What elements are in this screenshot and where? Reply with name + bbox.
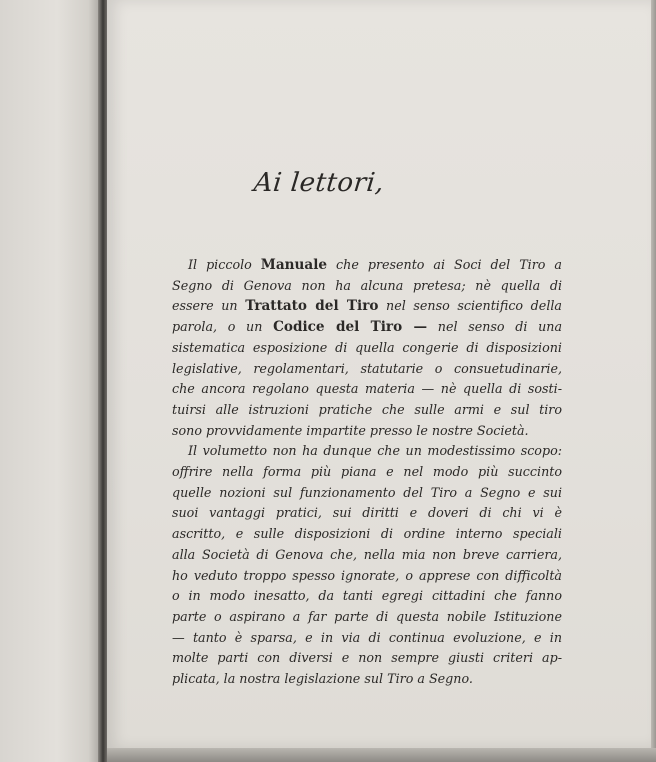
page-heading: Ai lettori, <box>252 168 386 198</box>
page-right-edge <box>651 0 656 762</box>
text-run: essere un <box>172 298 246 314</box>
text-run: Il piccolo <box>188 257 261 272</box>
text-line: o in modo inesatto, da tanti egregi cittadini che fanno <box>172 588 562 604</box>
bold-text-run: Manuale <box>260 257 328 273</box>
text-line <box>172 379 562 400</box>
paragraph-2 <box>172 441 562 689</box>
text-line: quelle nozioni sul funzionamento del Tiro a Segno e sui <box>172 484 562 500</box>
text-run: sistematica esposizione di quella congerie di disposizioni <box>172 339 562 355</box>
bold-text-run: Trattato del Tiro <box>245 298 379 315</box>
text-run: sono provvidamente impartite presso le nostre Società. <box>172 422 529 438</box>
text-line: plicata, la nostra legislazione sul Tiro a Segno. <box>172 671 473 687</box>
text-line: offrire nella forma più piana e nel modo più succinto <box>172 464 562 480</box>
paragraph-1 <box>172 255 562 441</box>
text-line: Il volumetto non ha dunque che un modestissimo scopo: <box>188 443 562 459</box>
text-run: legislative, regolamentari, statutarie o consuetudinarie, <box>172 360 562 376</box>
left-page <box>0 0 104 762</box>
text-line: ascritto, e sulle disposizioni di ordine interno speciali <box>172 526 562 542</box>
text-line <box>172 338 562 359</box>
text-line: ho veduto troppo spesso ignorate, o apprese con difficoltà <box>172 567 562 583</box>
text-line: suoi vantaggi pratici, sui diritti e doveri di chi vi è <box>172 505 562 521</box>
page-bottom-edge <box>107 748 656 762</box>
text-run: Segno di Genova non ha alcuna pretesa; nè quella di <box>172 277 562 293</box>
body-text <box>172 255 562 690</box>
text-line <box>172 296 562 317</box>
text-run: che ancora regolano questa materia — nè quella di sosti- <box>172 381 562 397</box>
text-run: nel senso di una <box>427 319 563 335</box>
text-run: nel senso scientifico della <box>378 298 562 314</box>
text-line: alla Società di Genova che, nella mia non breve carriera, <box>172 546 562 562</box>
text-line: parte o aspirano a far parte di questa nobile Istituzione <box>172 608 562 624</box>
text-line: — tanto è sparsa, e in via di continua evoluzione, e in <box>172 629 562 645</box>
text-run: che presento ai Soci del Tiro a <box>327 257 562 272</box>
text-line <box>172 359 562 380</box>
text-line <box>172 400 562 421</box>
text-run: tuirsi alle istruzioni pratiche che sulle armi e sul tiro <box>172 401 562 417</box>
bold-text-run: Codice del Tiro — <box>273 319 428 336</box>
text-line <box>172 421 562 442</box>
text-run: parola, o un <box>172 319 274 335</box>
text-line: molte parti con diversi e non sempre giusti criteri ap- <box>172 650 562 666</box>
text-line <box>172 255 562 276</box>
text-line <box>172 276 562 297</box>
text-line <box>172 317 562 338</box>
